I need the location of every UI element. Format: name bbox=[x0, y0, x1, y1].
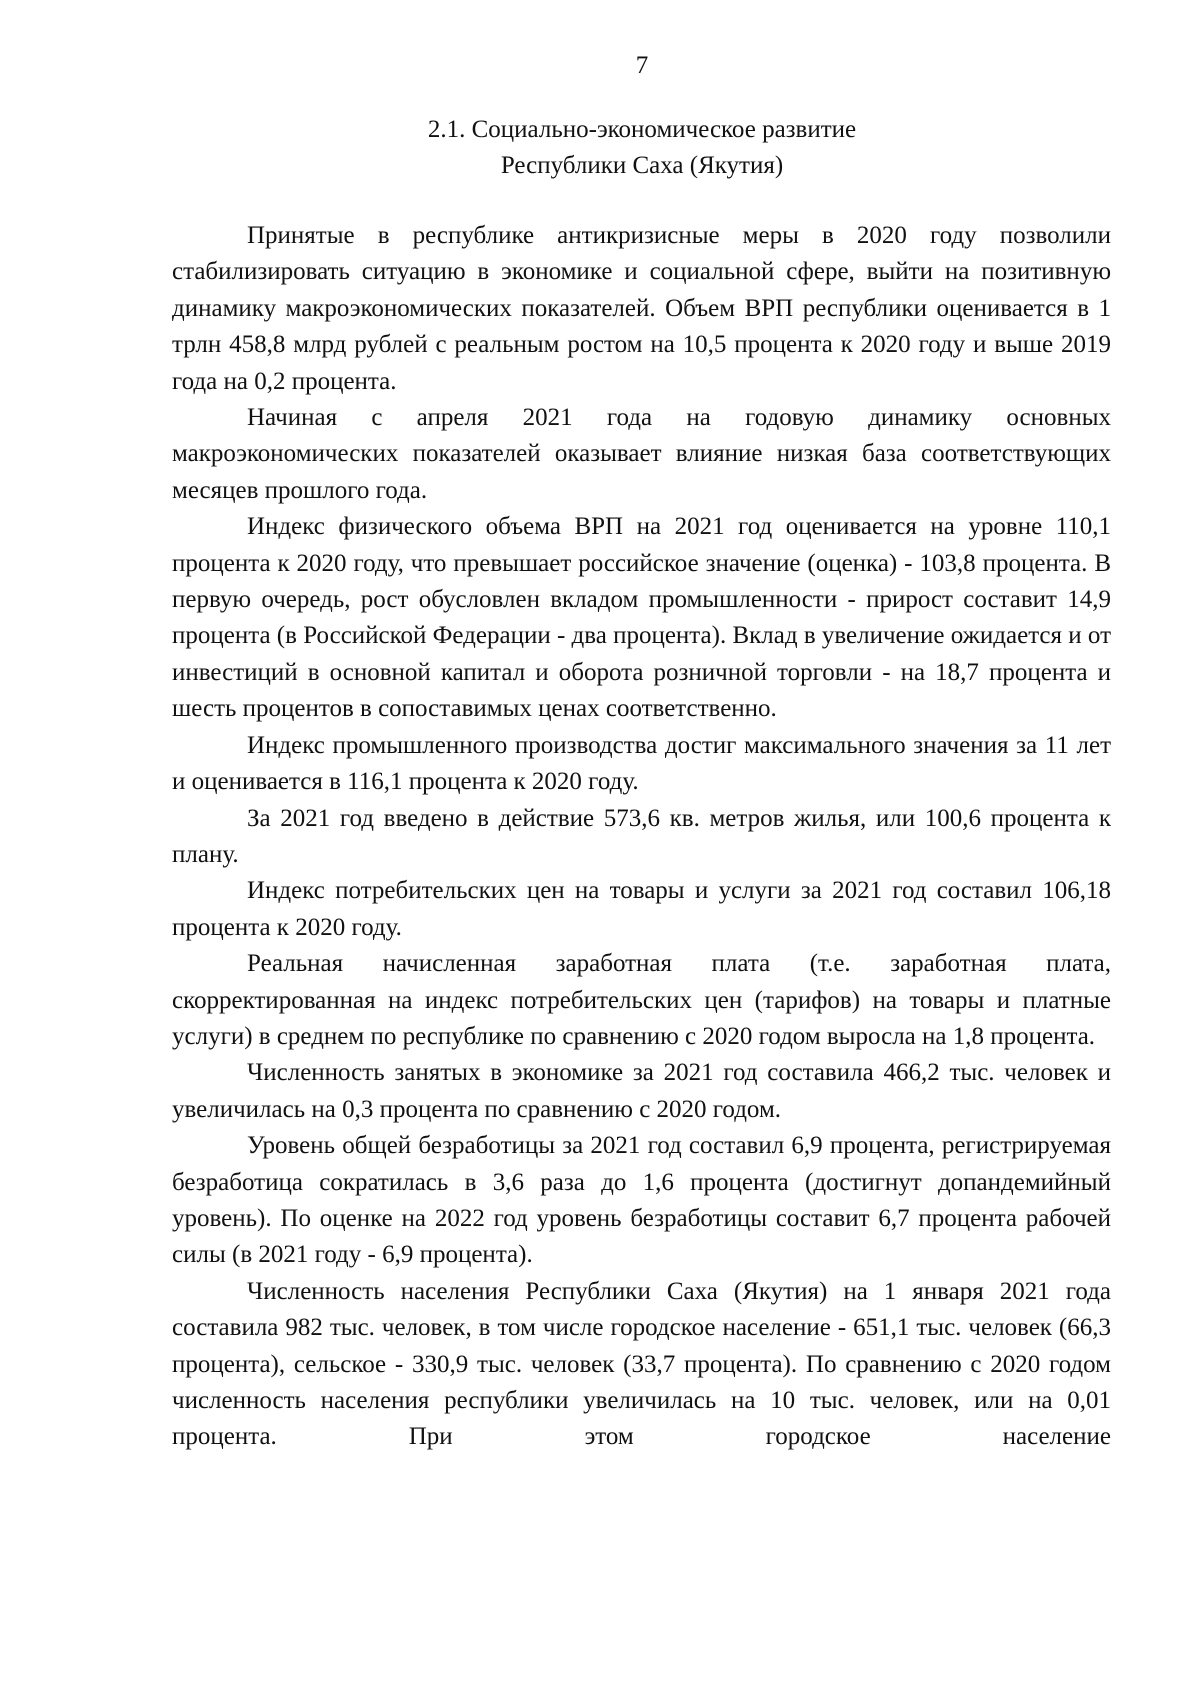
document-body bbox=[172, 218, 1111, 1456]
section-title-line-2: Республики Саха (Якутия) bbox=[500, 152, 784, 179]
paragraph: Численность занятых в экономике за 2021 год составила 466,2 тыс. человек и увеличилась на 0,3 процента по сравнению с 2020 годом. bbox=[172, 1059, 1111, 1123]
section-title bbox=[42, 112, 1200, 184]
paragraph: Численность населения Республики Саха (Якутия) на 1 января 2021 года составила 982 тыс. человек, в том числе городское население - 651,1 тыс. человек (66,3 процента), сельское - 330,9 тыс. человек (33,7 процента). По сравнению с 2020 годом численность населения республики увеличилась на 10 тыс. человек, или на 0,01 процента. При этом городское население bbox=[172, 1277, 1111, 1451]
paragraph: Принятые в республике антикризисные меры в 2020 году позволили стабилизировать ситуацию в экономике и социальной сфере, выйти на позитивную динамику макроэкономических показателей. Объем ВРП республики оценивается в 1 трлн 458,8 млрд рублей с реальным ростом на 10,5 процента к 2020 году и выше 2019 года на 0,2 процента. bbox=[172, 222, 1111, 395]
paragraph: Реальная начисленная заработная плата (т.е. заработная плата, скорректированная на индекс потребительских цен (тарифов) на товары и платные услуги) в среднем по республике по сравнению с 2020 годом выросла на 1,8 процента. bbox=[172, 950, 1111, 1050]
section-title-line-1: 2.1. Социально-экономическое развитие bbox=[427, 116, 857, 143]
paragraph: Индекс потребительских цен на товары и услуги за 2021 год составил 106,18 процента к 2020 году. bbox=[172, 877, 1111, 941]
paragraph: Уровень общей безработицы за 2021 год составил 6,9 процента, регистрируемая безработица сократилась в 3,6 раза до 1,6 процента (достигнут допандемийный уровень). По оценке на 2022 год уровень безработицы составит 6,7 процента рабочей силы (в 2021 году - 6,9 процента). bbox=[172, 1132, 1111, 1269]
paragraph: За 2021 год введено в действие 573,6 кв. метров жилья, или 100,6 процента к плану. bbox=[172, 804, 1111, 868]
paragraph: Индекс физического объема ВРП на 2021 год оценивается на уровне 110,1 процента к 2020 году, что превышает российское значение (оценка) - 103,8 процента. В первую очередь, рост обусловлен вкладом промышленности - прирост составит 14,9 процента (в Российской Федерации - два процента). Вклад в увеличение ожидается и от инвестиций в основной капитал и оборота розничной торговли - на 18,7 процента и шесть процентов в сопоставимых ценах соответственно. bbox=[172, 513, 1112, 723]
paragraph: Начиная с апреля 2021 года на годовую динамику основных макроэкономических показателей оказывает влияние низкая база соответствующих месяцев прошлого года. bbox=[172, 404, 1111, 504]
page-number: 7 bbox=[635, 52, 649, 79]
paragraph: Индекс промышленного производства достиг максимального значения за 11 лет и оценивается в 116,1 процента к 2020 году. bbox=[172, 731, 1111, 796]
